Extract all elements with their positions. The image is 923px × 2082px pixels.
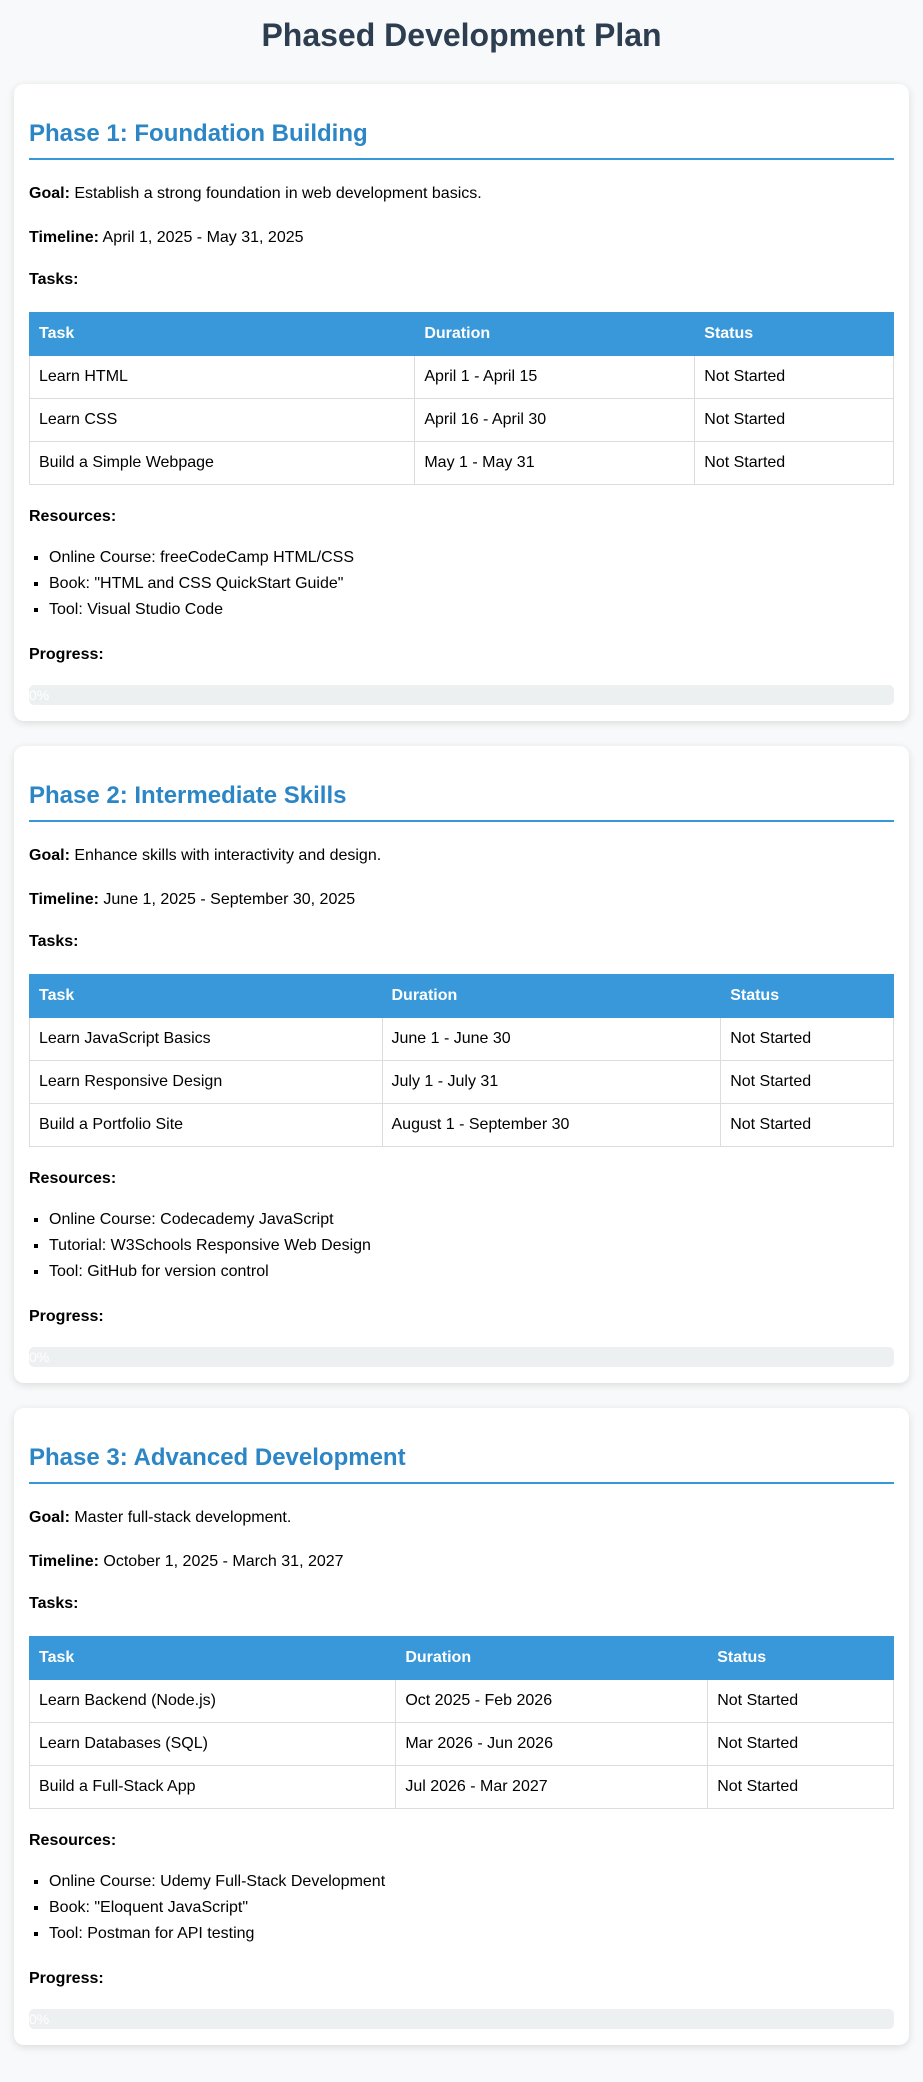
task-cell: Learn Backend (Node.js): [30, 1680, 396, 1723]
goal-line: [29, 184, 894, 204]
list-item: ▪ Book: "Eloquent JavaScript": [49, 1895, 894, 1921]
table-row: [30, 1723, 894, 1766]
task-cell: Learn CSS: [30, 399, 415, 442]
tasks-table: [29, 974, 894, 1147]
task-cell: Learn HTML: [30, 356, 415, 399]
goal-line: [29, 846, 894, 866]
table-header-row: [30, 975, 894, 1018]
phase-card-1: [14, 84, 909, 721]
goal-text: Enhance skills with interactivity and design.: [74, 847, 382, 864]
duration-cell: Oct 2025 - Feb 2026: [396, 1680, 708, 1723]
status-cell: Not Started: [695, 442, 894, 485]
timeline-label: Timeline:: [29, 891, 99, 908]
resources-list: [29, 545, 894, 623]
header-duration: Duration: [415, 313, 695, 356]
table-row: [30, 1018, 894, 1061]
header-status: Status: [695, 313, 894, 356]
phase-title: Phase 3: Advanced Development: [29, 1444, 894, 1484]
task-cell: Build a Portfolio Site: [30, 1104, 383, 1147]
progress-label: Progress:: [29, 1308, 104, 1325]
tasks-label: Tasks:: [29, 1595, 79, 1612]
timeline-label: Timeline:: [29, 1553, 99, 1570]
timeline-text: April 1, 2025 - May 31, 2025: [102, 229, 304, 246]
status-cell: Not Started: [708, 1766, 894, 1809]
list-item: ▪ Online Course: freeCodeCamp HTML/CSS: [49, 545, 894, 571]
table-header-row: [30, 1637, 894, 1680]
task-cell: Learn Responsive Design: [30, 1061, 383, 1104]
table-row: [30, 399, 894, 442]
tasks-table: [29, 312, 894, 485]
progress-bar: 0%: [29, 685, 894, 705]
duration-cell: Jul 2026 - Mar 2027: [396, 1766, 708, 1809]
goal-label: Goal:: [29, 847, 70, 864]
duration-cell: May 1 - May 31: [415, 442, 695, 485]
goal-text: Master full-stack development.: [74, 1509, 292, 1526]
status-cell: Not Started: [721, 1104, 894, 1147]
progress-label: Progress:: [29, 1970, 104, 1987]
progress-label: Progress:: [29, 646, 104, 663]
table-row: [30, 356, 894, 399]
duration-cell: July 1 - July 31: [382, 1061, 721, 1104]
phase-card-3: [14, 1408, 909, 2045]
goal-label: Goal:: [29, 185, 70, 202]
progress-bar: 0%: [29, 2009, 894, 2029]
table-row: [30, 1061, 894, 1104]
header-status: Status: [721, 975, 894, 1018]
duration-cell: August 1 - September 30: [382, 1104, 721, 1147]
resources-list: [29, 1869, 894, 1947]
task-cell: Build a Simple Webpage: [30, 442, 415, 485]
timeline-text: October 1, 2025 - March 31, 2027: [103, 1553, 344, 1570]
table-row: [30, 1680, 894, 1723]
list-item: ▪ Online Course: Udemy Full-Stack Development: [49, 1869, 894, 1895]
list-item: ▪ Tool: GitHub for version control: [49, 1259, 894, 1285]
header-task: Task: [30, 1637, 396, 1680]
header-status: Status: [708, 1637, 894, 1680]
phase-card-2: [14, 746, 909, 1383]
status-cell: Not Started: [721, 1018, 894, 1061]
duration-cell: April 16 - April 30: [415, 399, 695, 442]
goal-line: [29, 1508, 894, 1528]
table-row: [30, 1104, 894, 1147]
resources-label: Resources:: [29, 1832, 117, 1849]
list-item: ▪ Book: "HTML and CSS QuickStart Guide": [49, 571, 894, 597]
resources-label: Resources:: [29, 508, 117, 525]
list-item: ▪ Online Course: Codecademy JavaScript: [49, 1207, 894, 1233]
phase-title: Phase 2: Intermediate Skills: [29, 782, 894, 822]
timeline-line: [29, 890, 894, 910]
tasks-label: Tasks:: [29, 933, 79, 950]
table-row: [30, 1766, 894, 1809]
goal-label: Goal:: [29, 1509, 70, 1526]
list-item: ▪ Tool: Postman for API testing: [49, 1921, 894, 1947]
page-title: Phased Development Plan: [261, 17, 662, 53]
timeline-label: Timeline:: [29, 229, 99, 246]
tasks-label: Tasks:: [29, 271, 79, 288]
header-task: Task: [30, 313, 415, 356]
timeline-line: [29, 1552, 894, 1572]
timeline-line: [29, 228, 894, 248]
list-item: ▪ Tutorial: W3Schools Responsive Web Design: [49, 1233, 894, 1259]
resources-label: Resources:: [29, 1170, 117, 1187]
tasks-table: [29, 1636, 894, 1809]
timeline-text: June 1, 2025 - September 30, 2025: [103, 891, 356, 908]
header-duration: Duration: [396, 1637, 708, 1680]
duration-cell: Mar 2026 - Jun 2026: [396, 1723, 708, 1766]
resources-list: [29, 1207, 894, 1285]
table-header-row: [30, 313, 894, 356]
status-cell: Not Started: [721, 1061, 894, 1104]
duration-cell: June 1 - June 30: [382, 1018, 721, 1061]
task-cell: Build a Full-Stack App: [30, 1766, 396, 1809]
status-cell: Not Started: [708, 1723, 894, 1766]
header-duration: Duration: [382, 975, 721, 1018]
task-cell: Learn JavaScript Basics: [30, 1018, 383, 1061]
status-cell: Not Started: [695, 399, 894, 442]
header-task: Task: [30, 975, 383, 1018]
list-item: ▪ Tool: Visual Studio Code: [49, 597, 894, 623]
goal-text: Establish a strong foundation in web development basics.: [74, 185, 482, 202]
task-cell: Learn Databases (SQL): [30, 1723, 396, 1766]
table-row: [30, 442, 894, 485]
progress-bar: 0%: [29, 1347, 894, 1367]
status-cell: Not Started: [695, 356, 894, 399]
phase-title: Phase 1: Foundation Building: [29, 120, 894, 160]
duration-cell: April 1 - April 15: [415, 356, 695, 399]
status-cell: Not Started: [708, 1680, 894, 1723]
